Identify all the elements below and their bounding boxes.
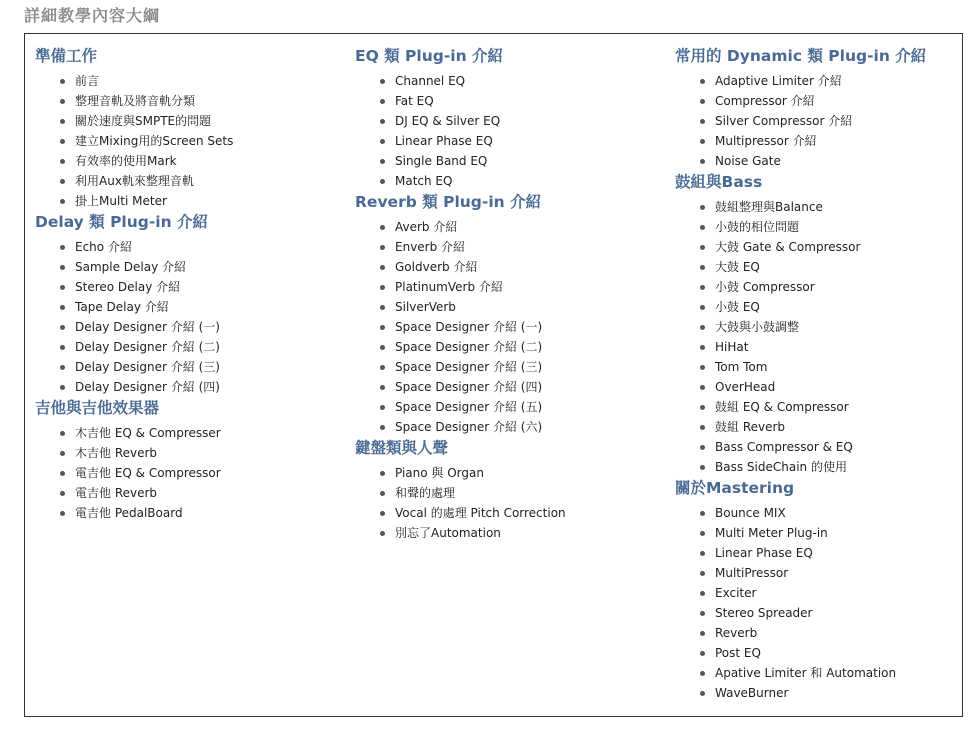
outline-item: 掛上Multi Meter (35, 191, 335, 211)
outline-item: Goldverb 介紹 (355, 257, 655, 277)
outline-item: Space Designer 介紹 (五) (355, 397, 655, 417)
outline-item: Stereo Spreader (675, 603, 955, 623)
outline-column (355, 45, 655, 543)
section-title: 鍵盤類與人聲 (355, 439, 449, 457)
outline-item: SilverVerb (355, 297, 655, 317)
outline-item: Space Designer 介紹 (二) (355, 337, 655, 357)
outline-item: Linear Phase EQ (355, 131, 655, 151)
outline-item: Bass Compressor & EQ (675, 437, 955, 457)
outline-item: 有效率的使用Mark (35, 151, 335, 171)
section-item-list (675, 197, 955, 477)
section-item-list (675, 503, 955, 703)
page-title: 詳細教學內容大綱 (24, 6, 161, 25)
outline-item: 鼓組整理與Balance (675, 197, 955, 217)
outline-item: Vocal 的處理 Pitch Correction (355, 503, 655, 523)
outline-item: Noise Gate (675, 151, 955, 171)
section-item-list (35, 237, 335, 397)
outline-item: Tom Tom (675, 357, 955, 377)
outline-item: Piano 與 Organ (355, 463, 655, 483)
outline-item: Apative Limiter 和 Automation (675, 663, 955, 683)
outline-item: Post EQ (675, 643, 955, 663)
outline-item: 大鼓與小鼓調整 (675, 317, 955, 337)
section-item-list (35, 71, 335, 211)
outline-item: Delay Designer 介紹 (三) (35, 357, 335, 377)
section-item-list (355, 463, 655, 543)
section-item-list (675, 71, 955, 171)
outline-item: Fat EQ (355, 91, 655, 111)
outline-item: 鼓組 EQ & Compressor (675, 397, 955, 417)
outline-item: Single Band EQ (355, 151, 655, 171)
outline-item: DJ EQ & Silver EQ (355, 111, 655, 131)
outline-item: 小鼓 Compressor (675, 277, 955, 297)
outline-item: Match EQ (355, 171, 655, 191)
outline-item: 利用Aux軌來整理音軌 (35, 171, 335, 191)
outline-item: 鼓組 Reverb (675, 417, 955, 437)
outline-item: OverHead (675, 377, 955, 397)
outline-item: Linear Phase EQ (675, 543, 955, 563)
outline-item: Bass SideChain 的使用 (675, 457, 955, 477)
outline-item: Space Designer 介紹 (四) (355, 377, 655, 397)
outline-item: PlatinumVerb 介紹 (355, 277, 655, 297)
section-title: Delay 類 Plug-in 介紹 (35, 213, 209, 231)
outline-item: Multi Meter Plug-in (675, 523, 955, 543)
outline-item: Delay Designer 介紹 (四) (35, 377, 335, 397)
outline-item: Echo 介紹 (35, 237, 335, 257)
outline-item: Channel EQ (355, 71, 655, 91)
section-title: 常用的 Dynamic 類 Plug-in 介紹 (675, 47, 927, 65)
outline-item: Space Designer 介紹 (一) (355, 317, 655, 337)
outline-column (675, 45, 955, 703)
section-title: 準備工作 (35, 47, 98, 65)
outline-item: Enverb 介紹 (355, 237, 655, 257)
section-title: 吉他與吉他效果器 (35, 399, 160, 417)
outline-item: 關於速度與SMPTE的問題 (35, 111, 335, 131)
section-item-list (35, 423, 335, 523)
outline-item: WaveBurner (675, 683, 955, 703)
outline-item: 木吉他 Reverb (35, 443, 335, 463)
outline-item: 小鼓的相位問題 (675, 217, 955, 237)
section-title: 鼓組與Bass (675, 173, 763, 191)
section-item-list (355, 217, 655, 437)
outline-item: Delay Designer 介紹 (一) (35, 317, 335, 337)
outline-item: Sample Delay 介紹 (35, 257, 335, 277)
outline-item: 電吉他 PedalBoard (35, 503, 335, 523)
outline-item: 大鼓 EQ (675, 257, 955, 277)
outline-item: 電吉他 Reverb (35, 483, 335, 503)
outline-item: 和聲的處理 (355, 483, 655, 503)
outline-item: 別忘了Automation (355, 523, 655, 543)
outline-item: 木吉他 EQ & Compresser (35, 423, 335, 443)
outline-item: Exciter (675, 583, 955, 603)
outline-item: Space Designer 介紹 (六) (355, 417, 655, 437)
outline-item: Delay Designer 介紹 (二) (35, 337, 335, 357)
outline-item: 電吉他 EQ & Compressor (35, 463, 335, 483)
outline-box (24, 33, 963, 717)
section-title: 關於Mastering (675, 479, 795, 497)
section-item-list (355, 71, 655, 191)
outline-item: Adaptive Limiter 介紹 (675, 71, 955, 91)
outline-item: 小鼓 EQ (675, 297, 955, 317)
section-title: EQ 類 Plug-in 介紹 (355, 47, 504, 65)
outline-item: Reverb (675, 623, 955, 643)
section-title: Reverb 類 Plug-in 介紹 (355, 193, 542, 211)
outline-item: Silver Compressor 介紹 (675, 111, 955, 131)
outline-item: Bounce MIX (675, 503, 955, 523)
outline-column (35, 45, 335, 523)
outline-item: HiHat (675, 337, 955, 357)
outline-item: Multipressor 介紹 (675, 131, 955, 151)
outline-item: Space Designer 介紹 (三) (355, 357, 655, 377)
outline-item: 大鼓 Gate & Compressor (675, 237, 955, 257)
outline-item: MultiPressor (675, 563, 955, 583)
outline-item: 建立Mixing用的Screen Sets (35, 131, 335, 151)
outline-item: 前言 (35, 71, 335, 91)
outline-item: Tape Delay 介紹 (35, 297, 335, 317)
outline-item: 整理音軌及將音軌分類 (35, 91, 335, 111)
outline-item: Averb 介紹 (355, 217, 655, 237)
outline-item: Compressor 介紹 (675, 91, 955, 111)
outline-item: Stereo Delay 介紹 (35, 277, 335, 297)
